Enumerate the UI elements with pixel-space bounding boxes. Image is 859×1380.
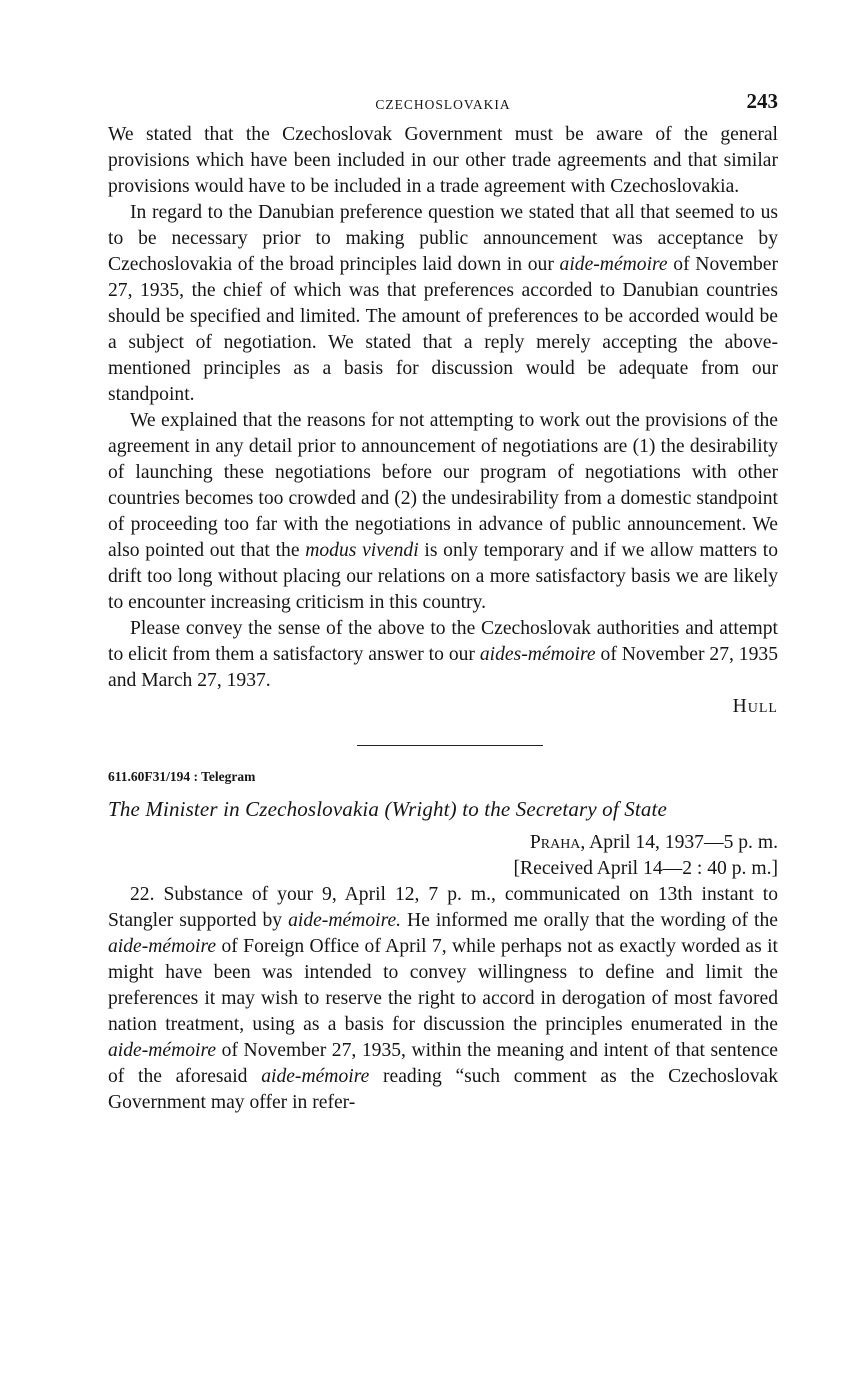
- paragraph-2-italic: aide-mémoire: [559, 254, 668, 275]
- document-page: [108, 88, 778, 1116]
- received-line: [Received April 14—2 : 40 p. m.]: [513, 858, 778, 879]
- paragraph-2: [108, 200, 778, 408]
- telegram-text-e: of Foreign Office of April 7, while perhaps not as exactly worded as it might have been was intended to convey willingness to define and limit the preferences it may wish to reserve the right to accord in derogation of most favored nation treatment, using as a basis for discussion the principles enumerated in the: [108, 936, 778, 1035]
- paragraph-1: We stated that the Czechoslovak Government must be aware of the general provisions which have been included in our other trade agreements and that similar provisions would have to be included in a trade agreement with Czechoslovakia.: [108, 124, 778, 197]
- telegram-italic-h: aide-mémoire: [261, 1066, 370, 1087]
- telegram-italic-b: aide-mémoire.: [288, 910, 402, 931]
- telegram-text-c: He informed me orally that the wording of the: [401, 910, 778, 931]
- paragraph-3: [108, 408, 778, 616]
- dateline-place: Praha: [529, 832, 581, 853]
- paragraph-3-italic: modus vivendi: [305, 540, 419, 561]
- paragraph-4-text-c: of November 27, 1935 and March 27, 1937.: [108, 644, 778, 691]
- paragraph-2-text-c: of November 27, 1935, the chief of which was that preferences accorded to Danubian countries should be specified and limited. The amount of preferences to be accorded would be a subject of negotiation. We stated that a reply merely accepting the above-mentioned principles as a basis for discussion would be adequate from our standpoint.: [108, 254, 778, 405]
- paragraph-4: [108, 616, 778, 694]
- document-heading: The Minister in Czechoslovakia (Wright) to the Secretary of State: [108, 797, 667, 821]
- telegram-body: [108, 882, 778, 1116]
- telegram-italic-f: aide-mémoire: [108, 1040, 217, 1061]
- page-number: 243: [746, 89, 778, 113]
- paragraph-4-text-a: Please convey the sense of the above to the Czechoslovak authorities and attempt to elicit from them a satisfactory answer to our: [108, 618, 778, 665]
- dateline: [108, 830, 778, 856]
- paragraph-3-text-a: We explained that the reasons for not attempting to work out the provisions of the agreement in any detail prior to announcement of negotiations are (1) the desirability of launching these negotiations before our program of negotiations with other countries becomes too crowded and (2) the undesirability from a domestic standpoint of proceeding too far with the negotiations in advance of public announcement. We also pointed out that the: [108, 410, 778, 561]
- telegram-text-a: 22. Substance of your 9, April 12, 7 p. m., communicated on 13th instant to Stangler supported by: [108, 884, 778, 931]
- paragraph-4-italic: aides-mémoire: [479, 644, 596, 665]
- telegram-italic-d: aide-mémoire: [108, 936, 217, 957]
- telegram-text-g: of November 27, 1935, within the meaning and intent of that sentence of the aforesaid: [108, 1040, 778, 1087]
- section-divider: [357, 745, 543, 746]
- dateline-date: , April 14, 1937—5 p. m.: [580, 832, 778, 853]
- telegram-text-i: reading “such comment as the Czechoslovak Government may offer in refer-: [108, 1066, 778, 1113]
- paragraph-3-text-c: is only temporary and if we allow matters to drift too long without placing our relations on a more satisfactory basis we are likely to encounter increasing criticism in this country.: [108, 540, 778, 613]
- file-reference: 611.60F31/194 : Telegram: [108, 769, 256, 784]
- signature: Hull: [732, 696, 778, 717]
- paragraph-2-text-a: In regard to the Danubian preference question we stated that all that seemed to us to be necessary prior to making public announcement was acceptance by Czechoslovakia of the broad principles laid down in our: [108, 202, 778, 275]
- running-head: [108, 88, 778, 122]
- running-title: CZECHOSLOVAKIA: [375, 97, 511, 112]
